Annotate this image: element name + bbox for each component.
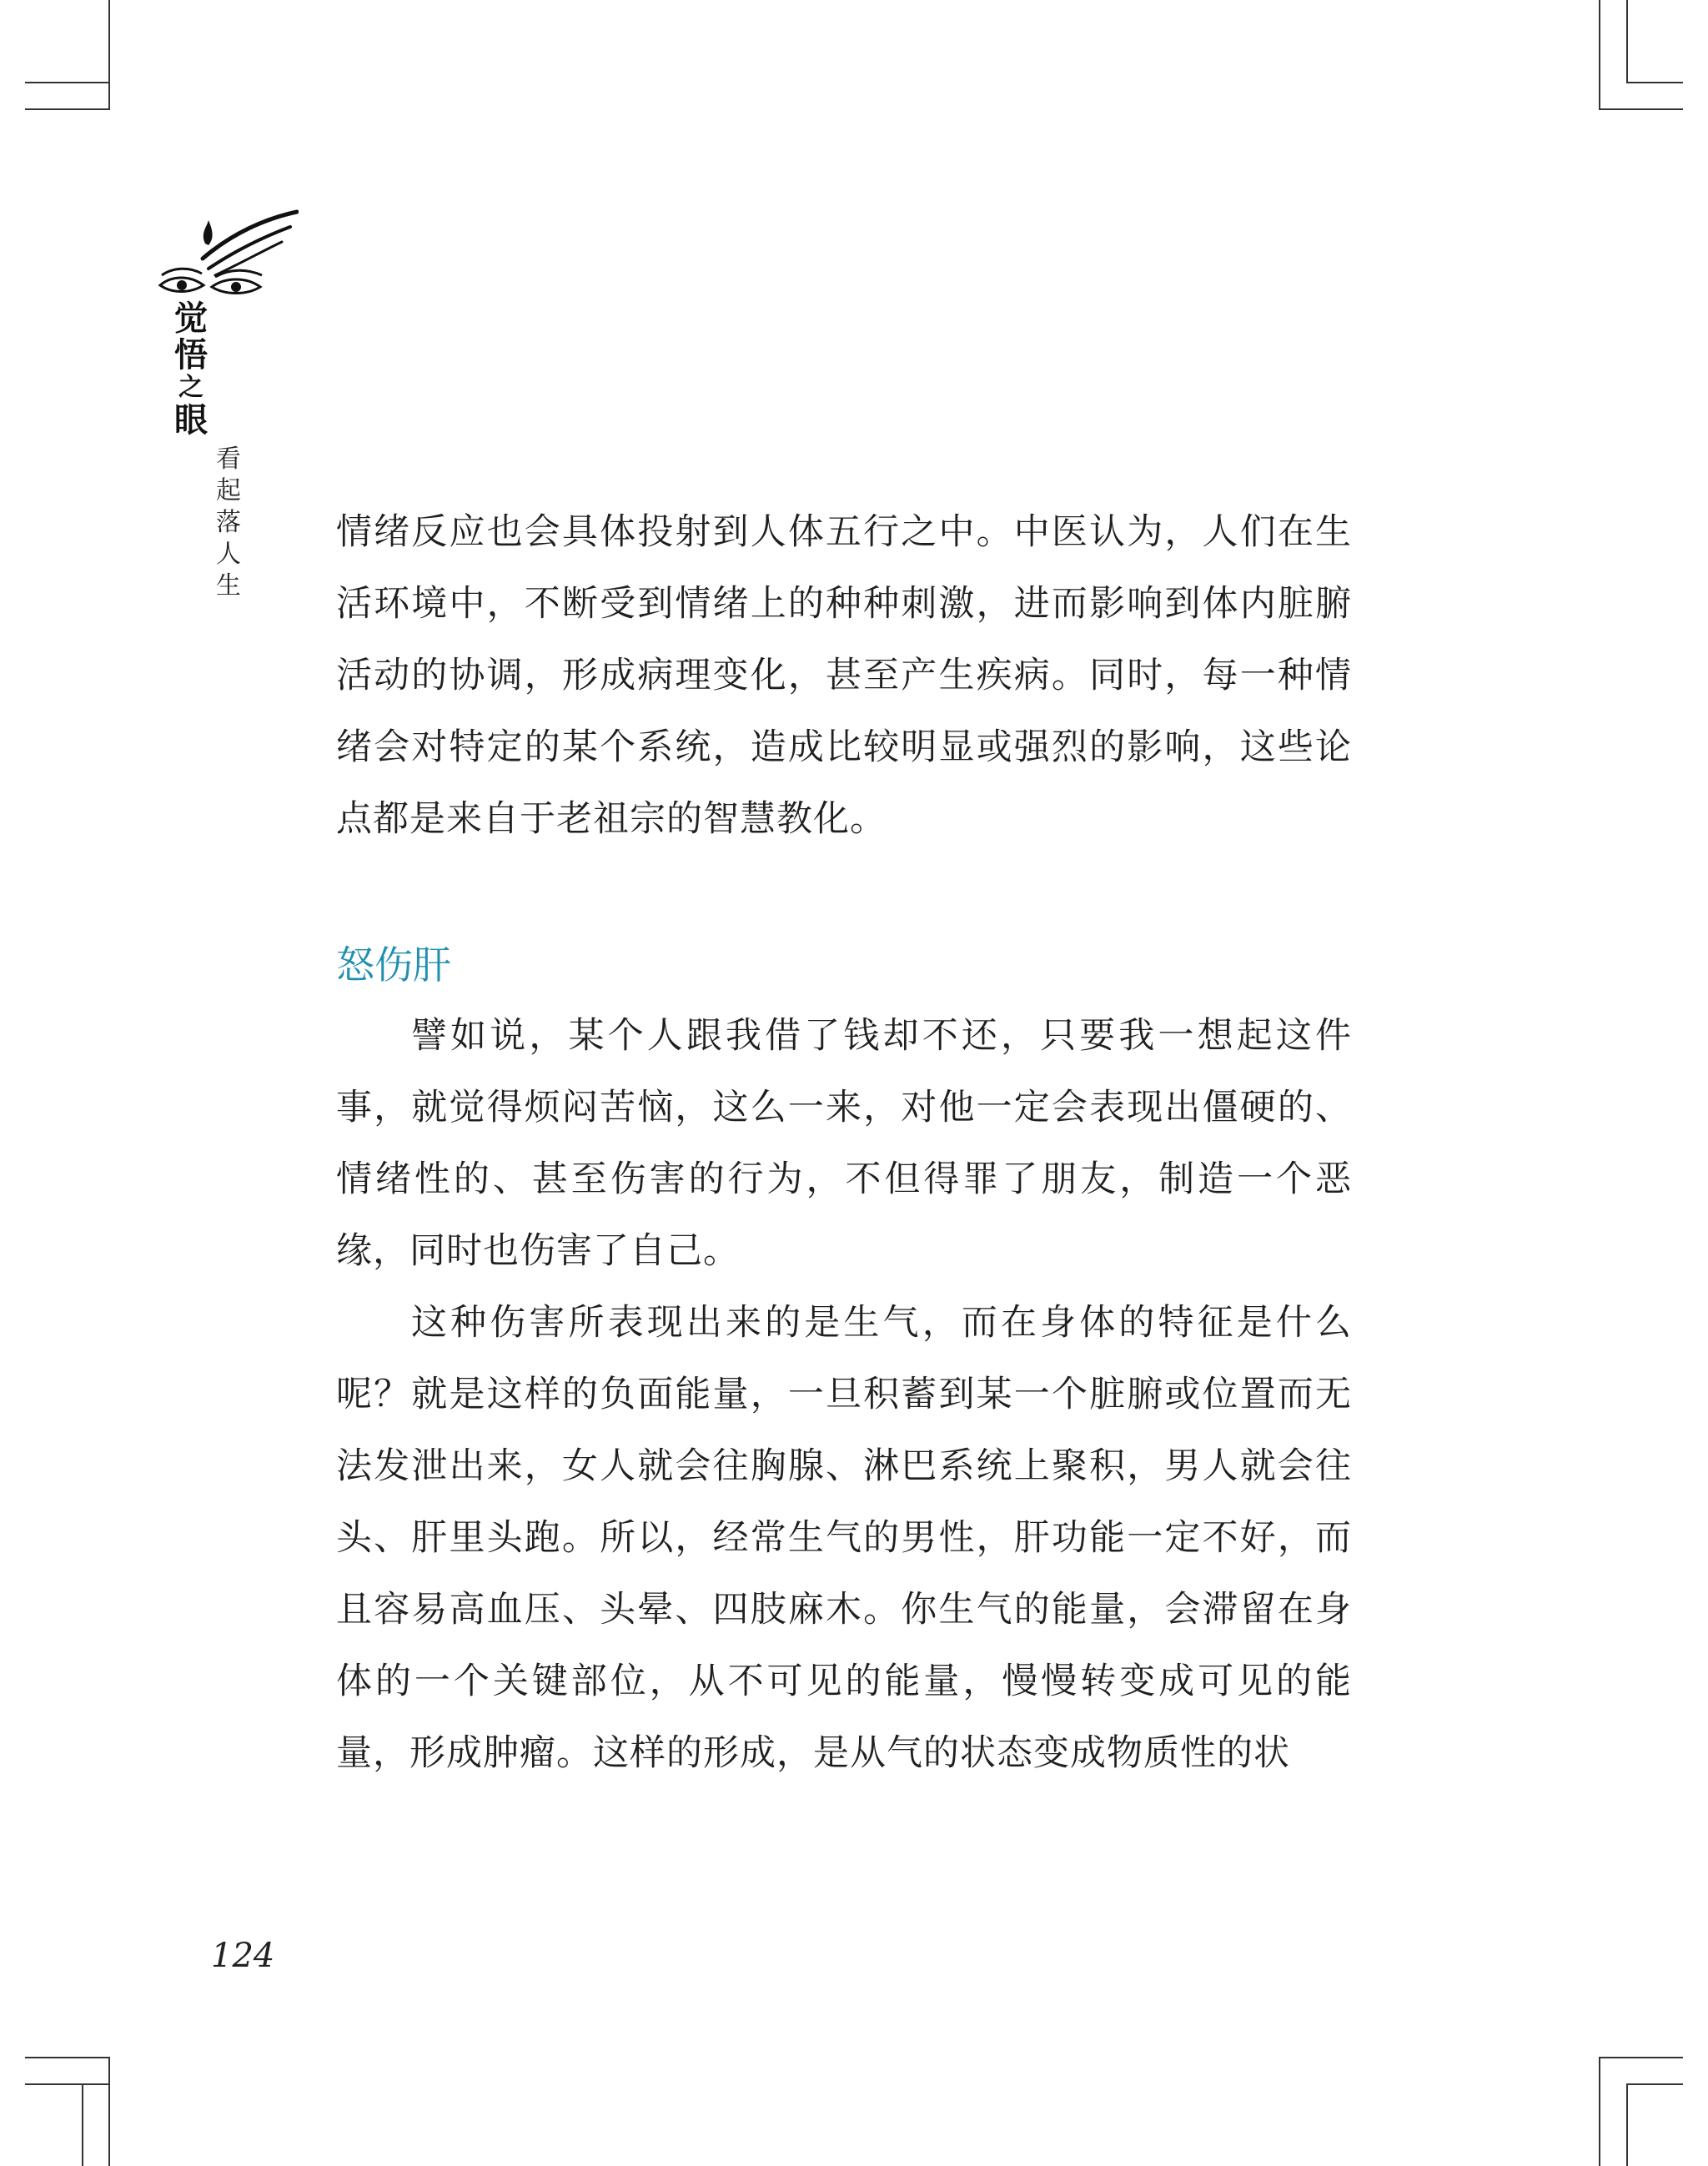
crop-mark xyxy=(108,0,110,110)
section-heading: 怒伤肝 xyxy=(336,942,451,988)
crop-mark xyxy=(25,108,110,110)
crop-mark xyxy=(1599,108,1683,110)
body-paragraph: 这种伤害所表现出来的是生气，而在身体的特征是什么呢？就是这样的负面能量，一旦积蓄到某一个脏腑或位置而无法发泄出来，女人就会往胸腺、淋巴系统上聚积，男人就会往头、肝里头跑。所以，经常生气的男性，肝功能一定不好，而且容易高血压、头晕、四肢麻木。你生气的能量，会滞留在身体的一个关键部位，从不可见的能量，慢慢转变成可见的能量，形成肿瘤。这样的形成，是从气的状态变成物质性的状 xyxy=(336,1302,1352,1774)
crop-mark xyxy=(25,2057,110,2058)
eyes-icon xyxy=(157,209,299,300)
crop-mark xyxy=(1626,2083,1628,2166)
book-subtitle-char: 人 xyxy=(216,540,241,569)
crop-mark xyxy=(25,82,108,83)
book-title-char: 悟 xyxy=(174,336,208,374)
crop-mark xyxy=(108,2057,110,2166)
book-subtitle-char: 起 xyxy=(216,476,241,505)
book-title-char: 眼 xyxy=(174,401,208,440)
body-paragraph: 譬如说，某个人跟我借了钱却不还，只要我一想起这件事，就觉得烦闷苦恼，这么一来，对他一定会表现出僵硬的、情绪性的、甚至伤害的行为，不但得罪了朋友，制造一个恶缘，同时也伤害了自己。 xyxy=(336,1015,1352,1272)
book-title-char: 之 xyxy=(178,373,203,402)
book-title xyxy=(170,300,212,439)
crop-mark xyxy=(1626,2083,1683,2085)
page-number: 124 xyxy=(211,1937,275,1975)
running-header xyxy=(157,209,299,601)
crop-mark xyxy=(25,2083,108,2085)
book-title-char: 觉 xyxy=(174,299,208,338)
book-subtitle-char: 落 xyxy=(216,508,241,537)
crop-mark xyxy=(82,2083,83,2166)
crop-mark xyxy=(1599,2057,1600,2166)
crop-mark xyxy=(1626,0,1628,82)
book-subtitle-char: 看 xyxy=(216,445,241,474)
page-body xyxy=(336,496,1352,1789)
book-subtitle xyxy=(214,444,244,602)
crop-mark xyxy=(1626,82,1683,83)
crop-mark xyxy=(1599,2057,1683,2058)
crop-mark xyxy=(1599,0,1600,110)
book-subtitle-char: 生 xyxy=(216,571,241,601)
body-paragraph: 情绪反应也会具体投射到人体五行之中。中医认为，人们在生活环境中，不断受到情绪上的种种刺激，进而影响到体内脏腑活动的协调，形成病理变化，甚至产生疾病。同时，每一种情绪会对特定的某个系统，造成比较明显或强烈的影响，这些论点都是来自于老祖宗的智慧教化。 xyxy=(336,511,1352,840)
